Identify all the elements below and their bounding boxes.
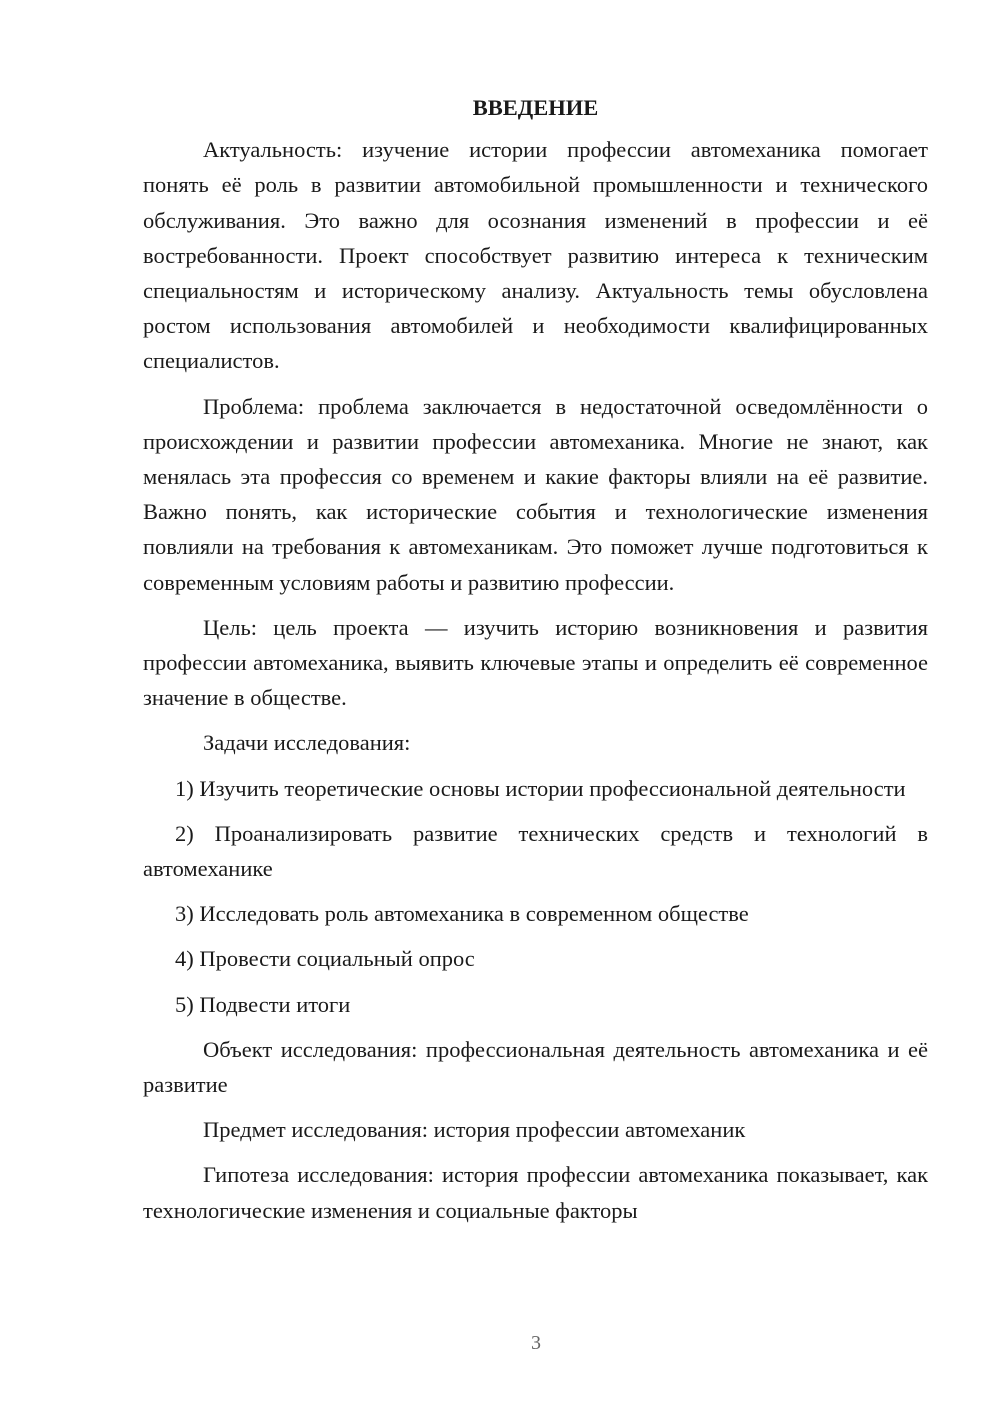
- paragraph-problem: Проблема: проблема заключается в недостаточной осведомлённости о происхождении и развитии профессии автомеханика. Многие не знают, как менялась эта профессия со временем и какие факторы влияли на её развитие. Важно понять, как исторические события и технологические изменения повлияли на требования к автомеханикам. Это поможет лучше подготовиться к современным условиям работы и развитию профессии.: [143, 393, 928, 595]
- page-number: 3: [531, 1332, 541, 1354]
- paragraph-tasks-heading: Задачи исследования:: [203, 730, 411, 756]
- page-content: [143, 90, 928, 1228]
- paragraph-goal: Цель: цель проекта — изучить историю возникновения и развития профессии автомеханика, выявить ключевые этапы и определить её современное значение в обществе.: [143, 614, 928, 711]
- paragraph-relevance: Актуальность: изучение истории профессии автомеханика помогает понять её роль в развитии автомобильной промышленности и технического обслуживания. Это важно для осознания изменений в профессии и её востребованности. Проект способствует развитию интереса к техническим специальностям и историческому анализу. Актуальность темы обусловлена ростом использования автомобилей и необходимости квалифицированных специалистов.: [143, 137, 928, 374]
- task-item-4: 4) Провести социальный опрос: [175, 946, 475, 972]
- task-item-2: 2) Проанализировать развитие технических средств и технологий в автомеханике: [143, 820, 928, 882]
- task-item-3: 3) Исследовать роль автомеханика в современном обществе: [175, 901, 749, 927]
- task-item-1: 1) Изучить теоретические основы истории профессиональной деятельности: [175, 775, 906, 801]
- paragraph-object: Объект исследования: профессиональная деятельность автомеханика и её развитие: [143, 1036, 928, 1098]
- paragraph-subject: Предмет исследования: история профессии автомеханик: [203, 1117, 746, 1143]
- task-item-5: 5) Подвести итоги: [175, 991, 351, 1017]
- page-title: ВВЕДЕНИЕ: [472, 95, 599, 120]
- paragraph-hypothesis: Гипотеза исследования: история профессии автомеханика показывает, как технологические изменения и социальные факторы: [143, 1162, 928, 1223]
